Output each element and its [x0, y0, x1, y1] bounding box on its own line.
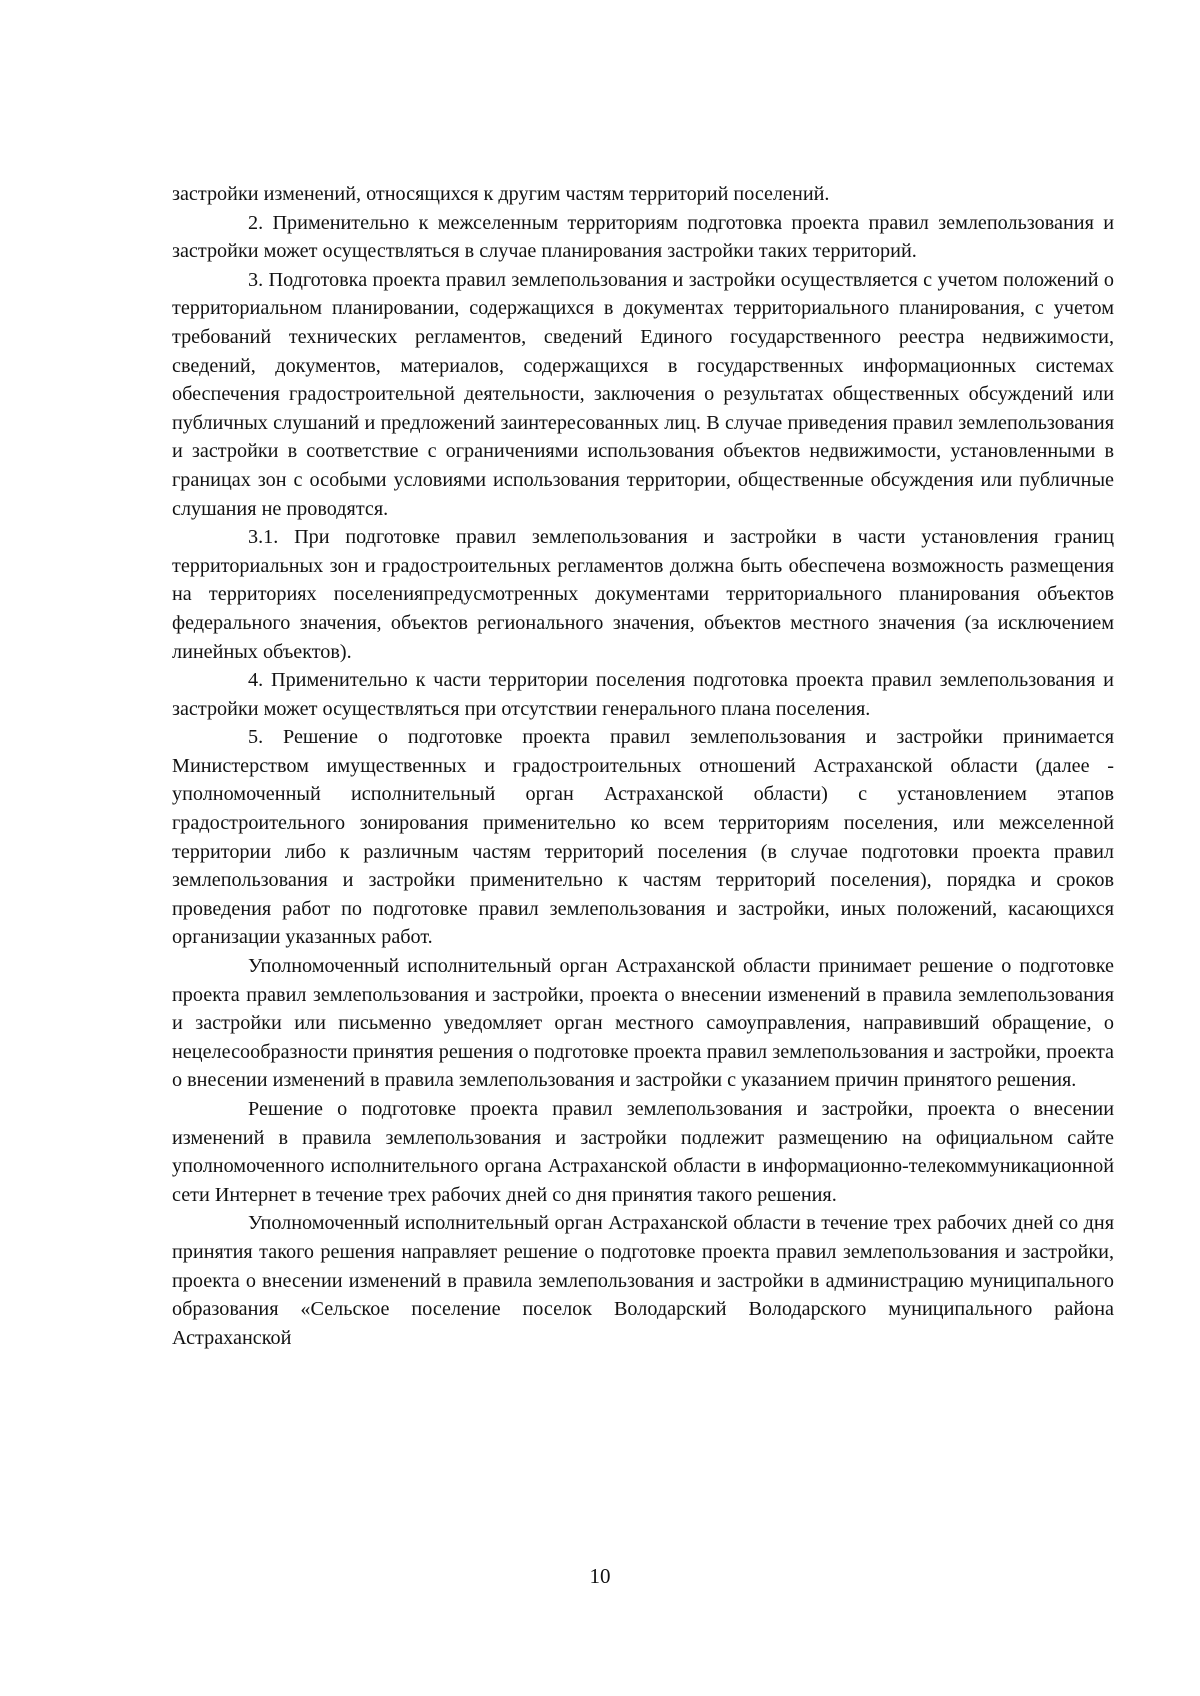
paragraph-decision-sending: Уполномоченный исполнительный орган Астраханской области в течение трех рабочих дней со дня принятия такого решения направляет решение о подготовке проекта правил землепользования и застройки, проекта о внесении изменений в правила землепользования и застройки в администрацию муниципального образования «Сельское поселение поселок Володарский Володарского муниципального района Астраханской: [172, 1212, 1114, 1349]
paragraph-item-5: 5. Решение о подготовке проекта правил землепользования и застройки принимается Министерством имущественных и градостроительных отношений Астраханской области (далее - уполномоченный исполнительный орган Астраханской области) с установлением этапов градостроительного зонирования применительно ко всем территориям поселения, или межселенной территории либо к различным частям территорий поселения (в случае подготовки проекта правил землепользования и застройки применительно к частям территорий поселения), порядка и сроков проведения работ по подготовке правил землепользования и застройки, иных положений, касающихся организации указанных работ.: [172, 726, 1114, 949]
paragraph-item-3: 3. Подготовка проекта правил землепользования и застройки осуществляется с учетом положений о территориальном планировании, содержащихся в документах территориального планирования, с учетом требований технических регламентов, сведений Единого государственного реестра недвижимости, сведений, документов, материалов, содержащихся в государственных информационных системах обеспечения градостроительной деятельности, заключения о результатах общественных обсуждений или публичных слушаний и предложений заинтересованных лиц. В случае приведения правил землепользования и застройки в соответствие с ограничениями использования объектов недвижимости, установленными в границах зон с особыми условиями использования территории, общественные обсуждения или публичные слушания не проводятся.: [172, 268, 1114, 520]
paragraph-authority-decision: Уполномоченный исполнительный орган Астраханской области принимает решение о подготовке проекта правил землепользования и застройки, проекта о внесении изменений в правила землепользования и застройки или письменно уведомляет орган местного самоуправления, направивший обращение, о нецелесообразности принятия решения о подготовке проекта правил землепользования и застройки, проекта о внесении изменений в правила землепользования и застройки с указанием причин принятого решения.: [172, 955, 1114, 1092]
paragraph-item-3-1: 3.1. При подготовке правил землепользования и застройки в части установления границ территориальных зон и градостроительных регламентов должна быть обеспечена возможность размещения на территориях поселенияпредусмотренных документами территориального планирования объектов федерального значения, объектов регионального значения, объектов местного значения (за исключением линейных объектов).: [172, 526, 1114, 663]
paragraph-continuation: застройки изменений, относящихся к другим частям территорий поселений.: [172, 183, 830, 205]
page-number: 10: [589, 1564, 611, 1588]
paragraph-item-2: 2. Применительно к межселенным территориям подготовка проекта правил землепользования и застройки может осуществляться в случае планирования застройки таких территорий.: [172, 211, 1114, 263]
paragraph-item-4: 4. Применительно к части территории поселения подготовка проекта правил землепользования и застройки может осуществляться при отсутствии генерального плана поселения.: [172, 669, 1114, 720]
document-body: [172, 180, 1114, 1352]
paragraph-decision-publication: Решение о подготовке проекта правил землепользования и застройки, проекта о внесении изменений в правила землепользования и застройки подлежит размещению на официальном сайте уполномоченного исполнительного органа Астраханской области в информационно-телекоммуникационной сети Интернет в течение трех рабочих дней со дня принятия такого решения.: [172, 1098, 1114, 1206]
